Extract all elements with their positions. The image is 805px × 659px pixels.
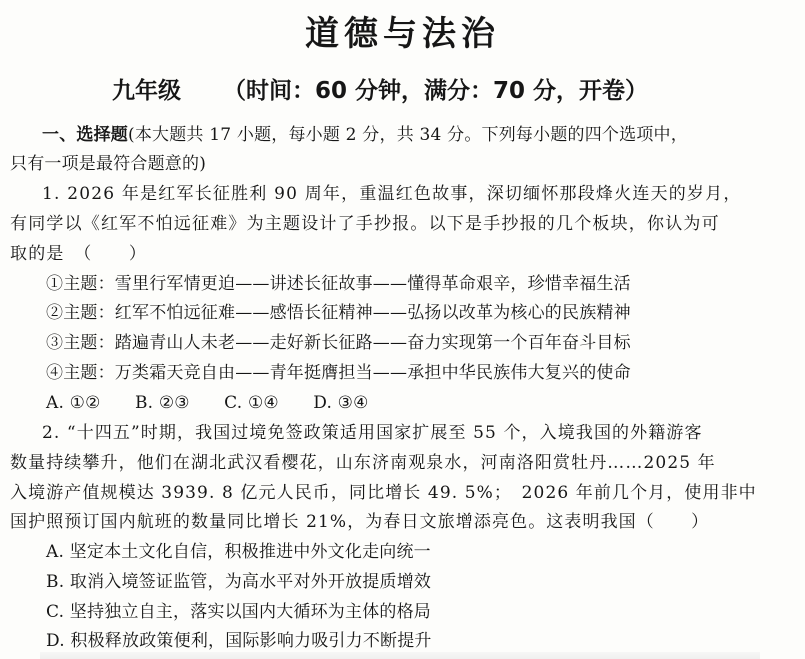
q2-stem-line1: 2. “十四五”时期，我国过境免签政策适用国家扩展至 55 个，入境我国的外籍游客 xyxy=(42,423,703,443)
exam-info: （时间：60 分钟，满分：70 分，开卷） xyxy=(223,78,649,104)
grade-label: 九年级 xyxy=(112,78,181,104)
q2-option-a: A. 坚定本土文化自信，积极推进中外文化走向统一 xyxy=(46,542,431,562)
section-instruction: (本大题共 17 小题，每小题 2 分，共 34 分。下列每小题的四个选项中， xyxy=(128,125,688,145)
q1-item-2: ②主题：红军不怕远征难——感悟长征精神——弘扬以改革为核心的民族精神 xyxy=(46,303,631,323)
q2-option-d: D. 积极释放政策便利，国际影响力吸引力不断提升 xyxy=(46,631,432,651)
q1-stem-line1: 1. 2026 年是红军长征胜利 90 周年，重温红色故事，深切缅怀那段烽火连天的岁月， xyxy=(42,184,742,204)
section-instruction-line1 xyxy=(42,124,688,146)
q2-stem-line2: 数量持续攀升，他们在湖北武汉看樱花，山东济南观泉水，河南洛阳赏牡丹……2025 年 xyxy=(10,453,716,473)
section-heading: 一、选择题 xyxy=(42,125,128,145)
q1-item-1: ①主题：雪里行军情更迫——讲述长征故事——懂得革命艰辛，珍惜幸福生活 xyxy=(46,274,631,294)
exam-title: 道德与法治 xyxy=(305,14,500,54)
q1-item-3: ③主题：踏遍青山人未老——走好新长征路——奋力实现第一个百年奋斗目标 xyxy=(46,333,631,353)
q2-option-b: B. 取消入境签证监管，为高水平对外开放提质增效 xyxy=(46,572,432,592)
exam-subtitle xyxy=(112,76,648,106)
q2-option-c: C. 坚持独立自主，落实以国内大循环为主体的格局 xyxy=(46,602,432,622)
q2-stem-line3: 入境游产值规模达 3939. 8 亿元人民币，同比增长 49. 5%； 2026 年前几个月，使用非中 xyxy=(10,483,757,503)
q1-options: A. ①② B. ②③ C. ①④ D. ③④ xyxy=(46,393,369,413)
cut-off-next-line xyxy=(40,652,760,659)
q2-stem-line4: 国护照预订国内航班的数量同比增长 21%，为春日文旅增添亮色。这表明我国（ ） xyxy=(10,512,710,532)
q1-item-4: ④主题：万类霜天竞自由——青年挺膺担当——承担中华民族伟大复兴的使命 xyxy=(46,363,631,383)
section-instruction-line2: 只有一项是最符合题意的) xyxy=(10,154,207,174)
q1-stem-line2: 有同学以《红军不怕远征难》为主题设计了手抄报。以下是手抄报的几个板块，你认为可 xyxy=(10,214,720,234)
q1-stem-line3: 取的是 （ ） xyxy=(10,244,148,264)
